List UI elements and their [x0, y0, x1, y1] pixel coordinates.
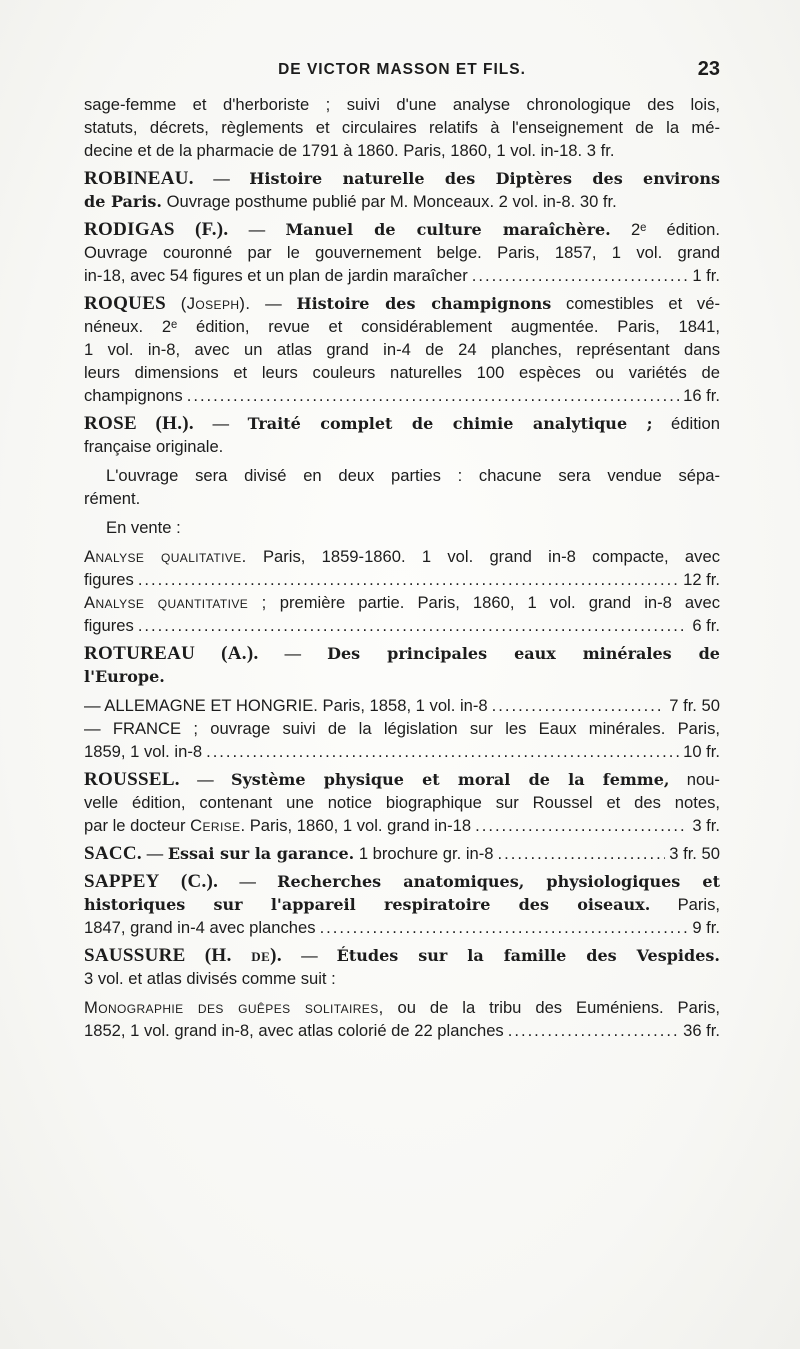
text-line: 1 vol. in-8, avec un atlas grand in-4 de 24 planches, représentant dans [84, 340, 720, 359]
text-line: — FRANCE ; ouvrage suivi de la législation sur les Eaux minérales. Paris, [84, 719, 720, 738]
dash: — [301, 946, 318, 965]
text-line: leurs dimensions et leurs couleurs naturelles 100 espèces ou variétés de [84, 363, 720, 382]
dash: — [265, 294, 282, 313]
text-line: 1847, grand in-4 avec planches [84, 918, 316, 937]
price: 7 fr. 50 [669, 696, 720, 715]
price: 3 fr. [692, 816, 720, 835]
work-title: Traité complet de chimie analytique ; [247, 414, 653, 433]
entry-robineau [84, 167, 720, 213]
price: 36 fr. [683, 1021, 720, 1040]
leader-dots [497, 842, 665, 865]
price: 10 fr. [683, 742, 720, 761]
leader-dots [206, 740, 679, 763]
work-title: Des principales eaux minérales de [327, 644, 720, 663]
author-name: SAUSSURE [84, 945, 186, 966]
leader-dots [138, 614, 689, 637]
text-fragment: édition [671, 414, 720, 433]
entry-sacc [84, 842, 720, 865]
text-line: in-18, avec 54 figures et un plan de jardin maraîcher [84, 266, 468, 285]
text-fragment: 1 brochure gr. in-8 [358, 844, 494, 863]
work-title: Histoire naturelle des Diptères des environs [249, 169, 720, 188]
section-label: Monographie des guêpes solitaires, [84, 998, 384, 1017]
author-initial: (C.). [180, 871, 219, 892]
price: 1 fr. [692, 266, 720, 285]
text-line [84, 842, 493, 865]
leader-dots [492, 694, 666, 717]
text-fragment: 2ᵉ édition. [630, 220, 720, 239]
leader-dots [138, 568, 679, 591]
text-line: statuts, décrets, règlements et circulaires relatifs à l'enseignement de la mé- [84, 118, 720, 137]
text-line: velle édition, contenant une notice biographique sur Roussel et des notes, [84, 793, 720, 812]
text-fragment: première partie. Paris, 1860, 1 vol. grand in-8 avec [279, 593, 720, 612]
priced-line [84, 814, 720, 837]
dash: — [213, 169, 230, 188]
author-name: ROTUREAU [84, 643, 196, 664]
author-initial: (F.). [194, 219, 229, 240]
entry-sappey [84, 870, 720, 939]
page-number: 23 [697, 58, 720, 80]
price: 16 fr. [683, 386, 720, 405]
price: 12 fr. [683, 570, 720, 589]
work-title: Études sur la famille des Vespides. [336, 946, 720, 965]
page-header [84, 58, 720, 84]
section-label: Analyse quantitative ; [84, 593, 267, 612]
text-line: Ouvrage couronné par le gouvernement belge. Paris, 1857, 1 vol. grand [84, 243, 720, 262]
text-line: 3 vol. et atlas divisés comme suit : [84, 969, 336, 988]
priced-line [84, 614, 720, 637]
dash: — [146, 844, 164, 863]
text-fragment: Paris, 1859-1860. 1 vol. grand in-8 compacte, avec [262, 547, 720, 566]
priced-line [84, 694, 720, 717]
catalogue-entries [84, 93, 720, 1047]
text-line: sage-femme et d'herboriste ; suivi d'une analyse chronologique des lois, [84, 95, 720, 114]
dash: — [239, 872, 256, 891]
leader-dots [508, 1019, 679, 1042]
work-title: Recherches anatomiques, physiologiques et [277, 872, 720, 891]
dash: — [197, 770, 214, 789]
price: 6 fr. [692, 616, 720, 635]
author-initial: (H.). [155, 413, 194, 434]
person-name: Cerise [190, 816, 241, 835]
priced-line [84, 568, 720, 591]
author-name: SACC. [84, 843, 142, 864]
text-fragment: Paris, [677, 895, 720, 914]
section-label: Analyse qualitative. [84, 547, 247, 566]
text-fragment: . Paris, 1860, 1 vol. grand in-18 [240, 816, 472, 835]
leader-dots [187, 384, 679, 407]
text-fragment: ou de la tribu des Euméniens. Paris, [397, 998, 720, 1017]
entry-rose [84, 412, 720, 637]
author-name: ROQUES [84, 293, 167, 314]
dash: — [212, 414, 230, 433]
entry-rotureau [84, 642, 720, 763]
text-line: néneux. 2ᵉ édition, revue et considérablement augmentée. Paris, 1841, [84, 317, 720, 336]
author-name: ROBINEAU. [84, 168, 194, 189]
author-initial: (Joseph). [180, 294, 251, 313]
text-line: decine et de la pharmacie de 1791 à 1860. Paris, 1860, 1 vol. in-18. 3 fr. [84, 141, 615, 160]
running-head: DE VICTOR MASSON ET FILS. [278, 61, 526, 78]
priced-line [84, 384, 720, 407]
work-title: Système physique et moral de la femme, [230, 770, 670, 789]
text-line: L'ouvrage sera divisé en deux parties : chacune sera vendue sépa- [106, 466, 720, 485]
text-line: — ALLEMAGNE ET HONGRIE. Paris, 1858, 1 vol. in-8 [84, 696, 488, 715]
text-line: 1859, 1 vol. in-8 [84, 742, 203, 761]
text-line: figures [84, 570, 134, 589]
work-title: Manuel de culture maraîchère. [285, 220, 611, 239]
entry-roques [84, 292, 720, 407]
work-title: Histoire des champignons [296, 294, 552, 313]
price: 9 fr. [692, 918, 720, 937]
priced-line [84, 842, 720, 865]
leader-dots [475, 814, 688, 837]
priced-line [84, 264, 720, 287]
priced-line [84, 1019, 720, 1042]
author-name: ROSE [84, 413, 137, 434]
text-fragment: par le docteur [84, 816, 186, 835]
author-name: ROUSSEL. [84, 769, 180, 790]
work-title: Essai sur la garance. [167, 844, 355, 863]
work-title-cont: l'Europe. [84, 667, 165, 686]
work-title-cont: historiques sur l'appareil respiratoire des oiseaux. [84, 895, 651, 914]
text-line: champignons [84, 386, 183, 405]
text-fragment: nou- [686, 770, 720, 789]
entry-roussel [84, 768, 720, 837]
work-title-cont: de Paris. [84, 192, 162, 211]
author-name: SAPPEY [84, 871, 160, 892]
text-line: Ouvrage posthume publié par M. Monceaux. 2 vol. in-8. 30 fr. [166, 192, 617, 211]
dash: — [248, 220, 266, 239]
author-initial: (A.). [221, 643, 259, 664]
text-line: française originale. [84, 437, 224, 456]
entry-rodigas [84, 218, 720, 287]
text-line: rément. [84, 489, 141, 508]
price: 3 fr. 50 [669, 844, 720, 863]
leader-dots [320, 916, 689, 939]
entry-continuation [84, 93, 720, 162]
entry-saussure [84, 944, 720, 1042]
text-line [84, 814, 471, 837]
text-line: figures [84, 616, 134, 635]
en-vente-label: En vente : [106, 518, 181, 537]
text-fragment: comestibles et vé- [566, 294, 720, 313]
priced-line [84, 740, 720, 763]
author-initial: (H. de). [204, 945, 283, 966]
text-line: 1852, 1 vol. grand in-8, avec atlas colorié de 22 planches [84, 1021, 504, 1040]
leader-dots [472, 264, 689, 287]
dash: — [284, 644, 302, 663]
priced-line [84, 916, 720, 939]
author-name: RODIGAS [84, 219, 175, 240]
